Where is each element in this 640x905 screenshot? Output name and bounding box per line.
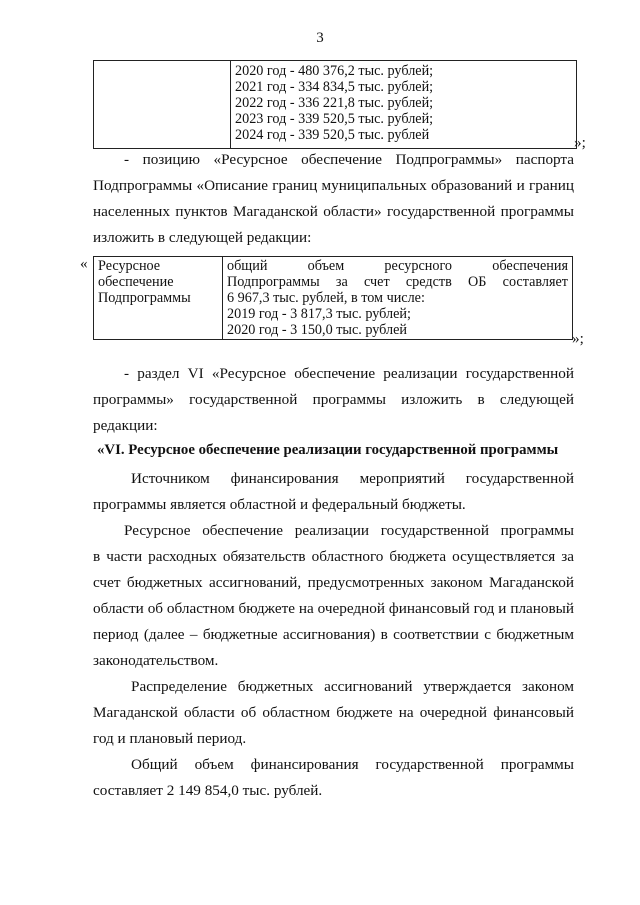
para1-line: населенных пунктов Магаданской области» государственной программы — [93, 203, 574, 220]
para2-line: редакции: — [93, 417, 158, 434]
para4-line: законодательством. — [93, 652, 219, 669]
para4-line: счет бюджетных ассигнований, предусмотренных законом Магаданской — [93, 574, 574, 591]
para5-line: Магаданской области об областном бюджете на очередной финансовый — [93, 704, 574, 721]
table1-line: 2021 год - 334 834,5 тыс. рублей; — [235, 79, 434, 95]
para6-line: составляет 2 149 854,0 тыс. рублей. — [93, 782, 323, 799]
para6-line: Общий объем финансирования государственной программы — [131, 756, 574, 773]
table1-line: 2022 год - 336 221,8 тыс. рублей; — [235, 95, 434, 111]
para2-line: - раздел VI «Ресурсное обеспечение реализации государственной — [124, 365, 574, 382]
table1-right-cell — [231, 61, 577, 149]
funding-table-continuation — [93, 60, 577, 149]
resource-line: Подпрограммы за счет средств ОБ составляет — [227, 274, 568, 290]
para4-line: период (далее – бюджетные ассигнования) в соответствии с бюджетным — [93, 626, 574, 643]
para4-line: в части расходных обязательств областного бюджета осуществляется за — [93, 548, 574, 565]
para3-line: программы является областной и федеральный бюджеты. — [93, 496, 466, 513]
table1-close-quote: »; — [574, 134, 586, 151]
table2-open-quote: « — [80, 255, 88, 272]
para5-line: Распределение бюджетных ассигнований утверждается законом — [131, 678, 574, 695]
resource-value-cell — [223, 257, 573, 340]
para1-line: Подпрограммы «Описание границ муниципальных образований и границ — [93, 177, 574, 194]
section-heading: «VI. Ресурсное обеспечение реализации государственной программы — [97, 442, 559, 458]
resource-line: общий объем ресурсного обеспечения — [227, 258, 568, 274]
table1-left-cell — [94, 61, 231, 149]
resource-line: 2020 год - 3 150,0 тыс. рублей — [227, 322, 407, 338]
resource-table — [93, 256, 573, 340]
table1-line: 2024 год - 339 520,5 тыс. рублей — [235, 127, 430, 143]
resource-line: 6 967,3 тыс. рублей, в том числе: — [227, 290, 425, 306]
para2-line: программы» государственной программы изложить в следующей — [93, 391, 574, 408]
table1-line: 2023 год - 339 520,5 тыс. рублей; — [235, 111, 434, 127]
page-number: 3 — [316, 30, 324, 46]
para4-line: Ресурсное обеспечение реализации государственной программы — [124, 522, 574, 539]
para1-line: - позицию «Ресурсное обеспечение Подпрограммы» паспорта — [124, 151, 574, 168]
para4-line: области об областном бюджете на очередной финансовый год и плановый — [93, 600, 574, 617]
resource-label-cell: Ресурсное обеспечение Подпрограммы — [94, 257, 223, 340]
para5-line: год и плановый период. — [93, 730, 247, 747]
table2-close-quote: »; — [572, 330, 584, 347]
table1-line: 2020 год - 480 376,2 тыс. рублей; — [235, 63, 434, 79]
resource-line: 2019 год - 3 817,3 тыс. рублей; — [227, 306, 411, 322]
para1-line: изложить в следующей редакции: — [93, 229, 312, 246]
para3-line: Источником финансирования мероприятий государственной — [131, 470, 574, 487]
